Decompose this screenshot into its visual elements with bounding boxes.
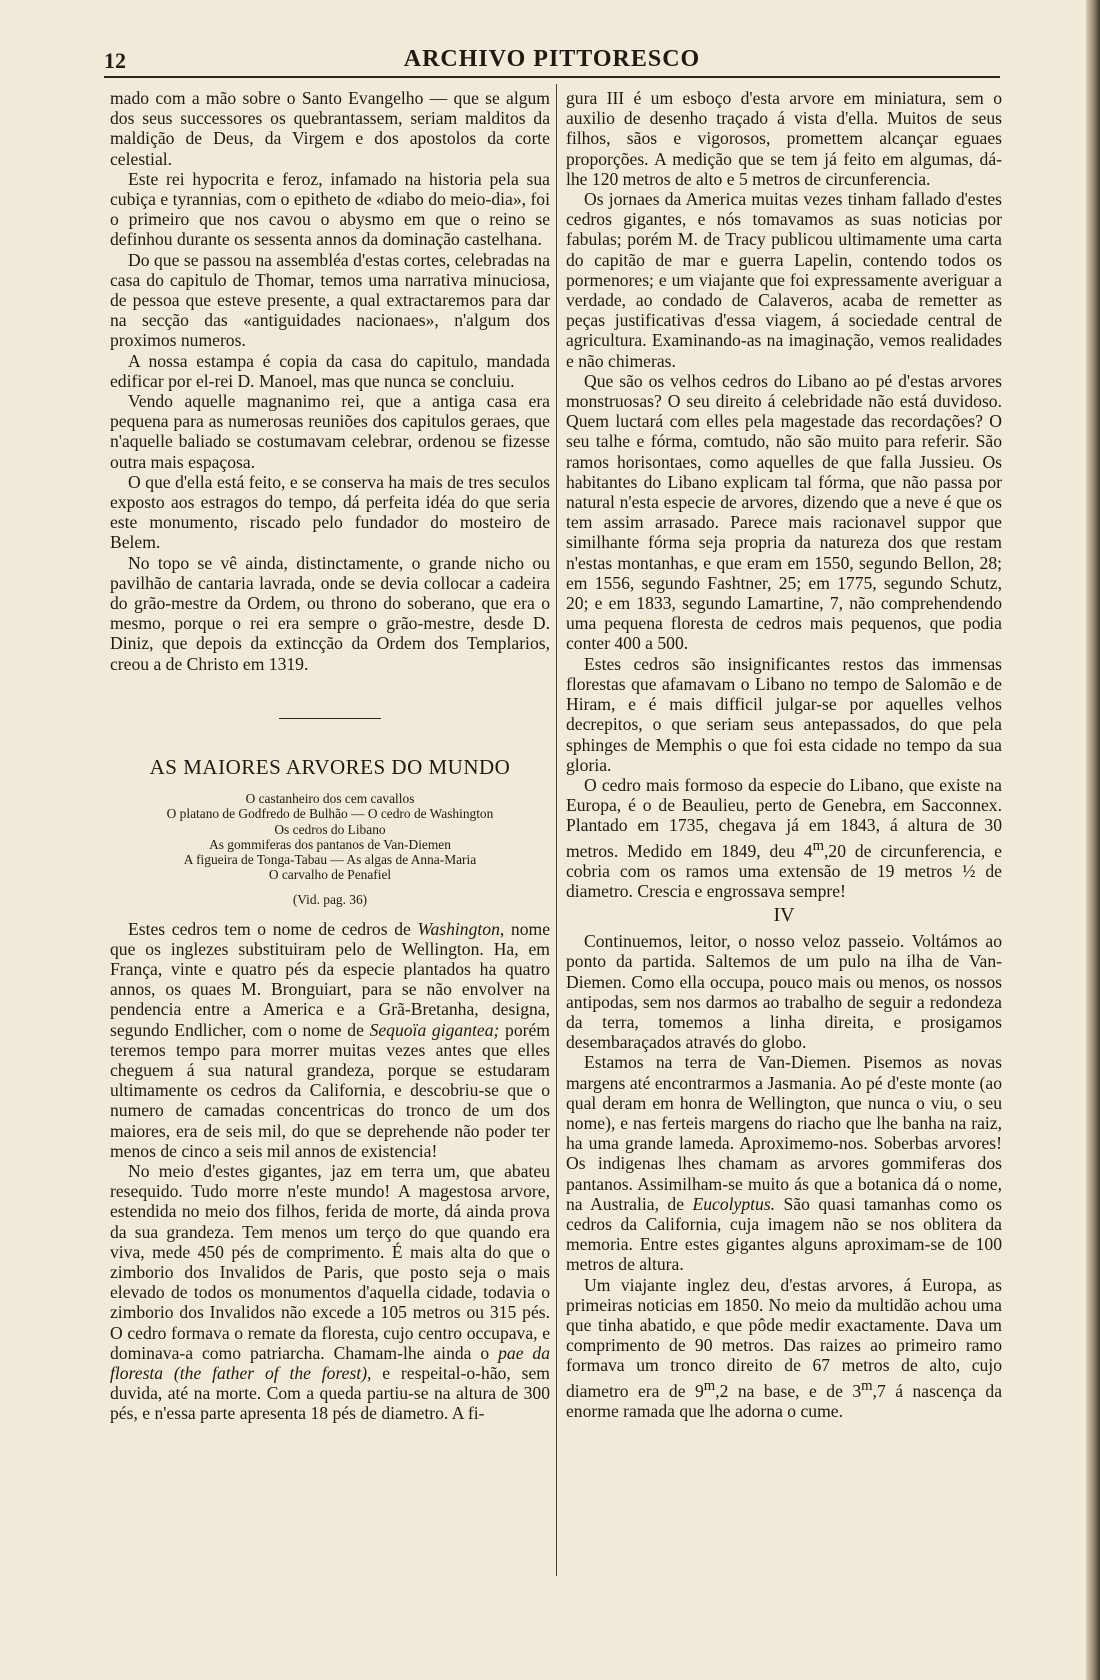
- summary-line: As gommiferas dos pantanos de Van-Diemen: [209, 836, 451, 852]
- paragraph: Este rei hypocrita e feroz, infamado na historia pela sua cubiça e tyrannias, com o epitheto de «diabo do meio-dia», foi o primeiro que nos cavou o abysmo em que o reino se definhou durante os sessenta annos da dominação castelhana.: [110, 168, 550, 250]
- page-title: ARCHIVO PITTORESCO: [403, 46, 701, 72]
- summary-line: A figueira de Tonga-Tabau — As algas de Anna-Maria: [183, 851, 477, 867]
- paragraph: Estamos na terra de Van-Diemen. Pisemos as novas margens até encontrarmos a Jasmania. Ao pé d'este monte (ao qual deram em honra de Wellington, que nunca o viu, o seu nome), e nas ferteis margens do riacho que lhe banha na raiz, ha uma grande lameda. Aproximemo-nos. Soberbas arvores! Os indigenas lhes chamam as arvores gommiferas dos pantanos. Assimilham-se muito ás que a botanica dá o nome, na Australia, de Eucolyptus. São quasi tamanhas como os cedros da California, cuja imagem não se nos oblitera da memoria. Entre estes gigantes alguns aproximam-se de 100 metros de altura.: [566, 1052, 1002, 1275]
- right-column: [566, 88, 1002, 1421]
- section-separator: [279, 718, 381, 719]
- paragraph: Um viajante inglez deu, d'estas arvores, á Europa, as primeiras noticias em 1850. No meio da multidão achou uma que tinha abatido, e que pôde medir exactamente. Dava um comprimento de 90 metros. Das raizes ao primeiro ramo formava um tronco direito de 67 metros de alto, cujo diametro era de 9$^m$,2 na base, e de 3$^m$,7 á nascença da enorme ramada que lhe adorna o cume.: [566, 1274, 1003, 1421]
- paragraph: O cedro mais formoso da especie do Libano, que existe na Europa, é o de Beaulieu, perto de Genebra, em Sacconnex. Plantado em 1735, chegava já em 1843, á altura de 30 metros. Medido em 1849, deu 4$^m$,20 de circunferencia, e cobria com os ramos uma extensão de 19 metros ½ de diametro. Crescia e engrossava sempre!: [566, 774, 1002, 901]
- paragraph: Do que se passou na assembléa d'estas cortes, celebradas na casa do capitulo de Thomar, temos uma narrativa minuciosa, de pessoa que esteve presente, a qual extractaremos para dar na secção das «antiguidades nacionaes», n'algum dos proximos numeros.: [110, 249, 550, 351]
- paragraph: Continuemos, leitor, o nosso veloz passeio. Voltámos ao ponto da partida. Saltemos de um pulo na ilha de Van-Diemen. Como ella occupa, pouco mais ou menos, os nossos antipodas, sem nos darmos ao trabalho de seguir a redondeza da terra, tomemos a linha direita, e prosigamos desembaraçados através do globo.: [566, 931, 1002, 1053]
- section-numeral: IV: [773, 903, 795, 926]
- page-edge: [1086, 0, 1100, 1680]
- paragraph: A nossa estampa é copia da casa do capitulo, mandada edificar por el-rei D. Manoel, mas que nunca se concluiu.: [110, 350, 550, 391]
- header-rule: [104, 76, 1000, 78]
- article-summary: [110, 791, 550, 882]
- page-number: 12: [104, 48, 126, 73]
- paragraph: Estes cedros tem o nome de cedros de Washington, nome que os inglezes substituiram pelo de Wellington. Ha, em França, vinte e quatro pés da especie plantados ha quatro annos, os quaes M. Bronguiart, para se não envolver na pendencia entre a America e a Grã-Bretanha, designa, segundo Endlicher, com o nome de Sequoïa gigantea; porém teremos tempo para morrer muitas vezes antes que elles cheguem á sua natural grandeza, porque se estudaram ultimamente os cedros da California, e descobriu-se que o numero de camadas concentricas do tronco de um dos maiores, era de seis mil, do que se deprehende não poder ter menos de cinco a seis mil annos de existencia!: [110, 918, 550, 1161]
- paragraph: Os jornaes da America muitas vezes tinham fallado d'estes cedros gigantes, e nós tomavamos as suas noticias por fabulas; porém M. de Tracy publicou ultimamente uma carta do capitão de mar e guerra Lapelin, contendo todos os pormenores; e um viajante que foi expressamente averiguar a verdade, ao condado de Calaveros, acaba de remetter as peças justificativas d'essa viagem, á sociedade central de agricultura. Examinando-as na imaginação, vemos realidades e não chimeras.: [566, 189, 1002, 371]
- paragraph: No topo se vê ainda, distinctamente, o grande nicho ou pavilhão de cantaria lavrada, onde se devia collocar a cadeira do grão-mestre da Ordem, ou throno do soberano, que era o mesmo, porque o rei era sempre o grão-mestre, desde D. Diniz, que depois da extincção da Ordem dos Templarios, creou a de Christo em 1319.: [110, 552, 550, 674]
- summary-line: O carvalho de Penafiel: [268, 867, 392, 883]
- paragraph: O que d'ella está feito, e se conserva ha mais de tres seculos exposto aos estragos do tempo, dá perfeita idéa do que seria este monumento, riscado pelo fundador do mosteiro de Belem.: [110, 471, 550, 553]
- paragraph: mado com a mão sobre o Santo Evangelho — que se algum dos seus successores os quebrantassem, seriam malditos da maldição de Deus, da Virgem e dos apostolos da corte celestial.: [110, 88, 550, 169]
- left-column: [110, 88, 550, 1424]
- paragraph: Vendo aquelle magnanimo rei, que a antiga casa era pequena para as numerosas reuniões dos capitulos geraes, que n'aquelle baliado se costumavam celebrar, ordenou se fizesse outra mais espaçosa.: [110, 391, 550, 472]
- column-divider: [556, 84, 557, 1576]
- paragraph: Estes cedros são insignificantes restos das immensas florestas que afamavam o Libano no tempo de Salomão e de Hiram, e é mais difficil julgar-se por aquelles velhos decrepitos, o que seriam seus antepassados, do que pela sphinges de Memphis o que foi esta cidade no tempo da sua gloria.: [566, 653, 1002, 775]
- summary-line: O castanheiro dos cem cavallos: [245, 791, 415, 807]
- summary-line: O platano de Godfredo de Bulhão — O cedro de Washington: [166, 806, 494, 822]
- page-header: [104, 44, 1000, 76]
- paragraph: No meio d'estes gigantes, jaz em terra um, que abateu resequido. Tudo morre n'este mundo! A magestosa arvore, estendida no meio dos filhos, ferida de morte, dá ainda prova da sua grandeza. Tem menos um terço do que quando era viva, mede 450 pés de comprimento. É mais alta do que o zimborio dos Invalidos de Paris, que posto seja o mais elevado de todos os monumentos d'aquella cidade, todavia o zimborio dos Invalidos não excede a 105 metros ou 315 pés. O cedro formava o remate da floresta, cujo centro occupava, e dominava-a como patriarcha. Chamam-lhe ainda o pae da floresta (the father of the forest), e respeital-o-hão, sem duvida, até na morte. Com a queda partiu-se na altura de 300 pés, e n'essa parte apresenta 18 pés de diametro. A fi-: [110, 1160, 550, 1424]
- article-title: AS MAIORES ARVORES DO MUNDO: [149, 754, 511, 779]
- page-reference: (Vid. pag. 36): [292, 892, 368, 908]
- paragraph: gura III é um esboço d'esta arvore em miniatura, sem o auxilio de desenho traçado á vista d'ella. Muitos de seus filhos, sãos e vigorosos, promettem alcançar eguaes proporções. A medição que se tem já feito em algumas, dá-lhe 120 metros de alto e 5 metros de circunferencia.: [566, 88, 1002, 189]
- summary-line: Os cedros do Libano: [274, 821, 386, 837]
- paragraph: Que são os velhos cedros do Libano ao pé d'estas arvores monstruosas? O seu direito á celebridade não está duvidoso. Quem luctará com elles pela magestade das recordações? O seu talhe e fórma, comtudo, não são muito para referir. São ramos horisontaes, como aquelles de que falla Jussieu. Os habitantes do Libano explicam tal fórma, que não passa por natural n'esta especie de arvores, dizendo que a neve é que os tem assim arrasado. Parece mais racionavel suppor que similhante fórma seja propria da natureza dos que restam n'estas montanhas, e que eram em 1550, segundo Bellon, 28; em 1556, segundo Fashtner, 25; em 1775, segundo Schutz, 20; e em 1833, segundo Lamartine, 7, não comprehendendo uma pequena floresta de cedros mais pequenos, que podia conter 400 a 500.: [566, 370, 1002, 654]
